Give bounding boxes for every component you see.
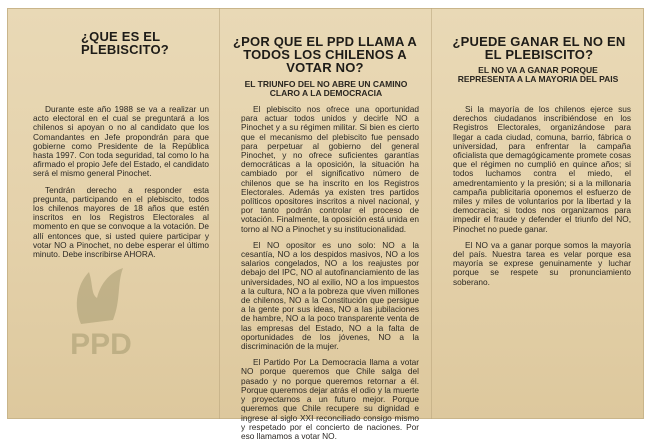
column-puede-ganar-el-no xyxy=(431,8,644,419)
col3-body xyxy=(453,105,631,294)
ppd-logo-watermark xyxy=(51,254,151,364)
col1-paragraph: Tendrán derecho a responder esta pregunta, participando en el plebiscito, todos los chilenos mayores de 18 años que estén inscritos en los Registros Electorales al momento en que se convoque a la votación. De allí entonces que, si usted quiere participar y votar NO a Pinochet, no debe esperar el último minuto. Debe inscribirse AHORA. xyxy=(33,184,209,260)
col1-body xyxy=(33,105,209,266)
col2-title: ¿POR QUE EL PPD LLAMA A TODOS LOS CHILENOS A VOTAR NO? xyxy=(233,34,417,75)
col2-paragraph: El NO opositor es uno solo: NO a la cesantía, NO a los despidos masivos, NO a los salarios congelados, NO a los reajustes por debajo del IPC, NO al autofinanciamiento de las universidades, NO al exilio, NO a los impuestos a la cultura, NO a la pobreza que viven millones de chilenos, NO a la Constitución que persigue a la gente por sus ideas, NO a las jubilaciones de hambre, NO a la poco transparente venta de las empresas del Estado, NO a la falta de oportunidades de los jóvenes, NO a la discriminación de la mujer. xyxy=(241,239,419,352)
col3-paragraph: Si la mayoría de los chilenos ejerce sus derechos ciudadanos inscribiéndose en los Registros Electorales, organizándose para llegar a cada ciudad, comuna, barrio, fábrica o universidad, para enfrentar la campaña oficialista que demagógicamente promete cosas que el régimen no cumplió en quince años; si todos luchamos contra el miedo, el amedrentamiento y la presión; si a la millonaria campaña publicitaria oponemos el esfuerzo de miles y miles de voluntarios por la libertad y la democracia; si todos nos organizamos para impedir el fraude y defender el triunfo del NO, Pinochet no puede ganar. xyxy=(453,104,631,234)
ppd-logo-text: PPD xyxy=(70,328,132,361)
col3-subtitle: EL NO VA A GANAR PORQUE REPRESENTA A LA MAYORIA DEL PAIS xyxy=(457,65,619,84)
col3-title: ¿PUEDE GANAR EL NO EN EL PLEBISCITO? xyxy=(452,34,626,62)
col2-subtitle: EL TRIUNFO DEL NO ABRE UN CAMINO CLARO A LA DEMOCRACIA xyxy=(244,79,408,98)
col2-paragraph: El Partido Por La Democracia llama a votar NO porque queremos que Chile salga del pasado y no porque queremos retornar a él. Porque queremos dejar atrás el odio y la muerte y proyectarnos a un futuro mejor. Porque queremos que Chile recupere su dignidad e ingrese al siglo XXI reconciliado consigo mismo y respetado por el concierto de naciones. Por eso llamamos a votar NO. xyxy=(241,357,419,441)
col1-paragraph: Durante este año 1988 se va a realizar un acto electoral en el cual se preguntará a los chilenos si apoyan o no al candidato que los Comandantes en Jefe propondrán para que gobierne como Presidente de la República hasta 1997. Con toda seguridad, tal como lo ha afirmado el propio Jefe del Estado, el candidato será el mismo general Pinochet. xyxy=(33,104,209,179)
column-que-es-el-plebiscito xyxy=(7,8,219,419)
column-por-que-el-ppd xyxy=(219,8,431,441)
col2-paragraph: El plebiscito nos ofrece una oportunidad para actuar todos unidos y decirle NO a Pinochet y a su régimen militar. Si bien es cierto que el mecanismo del plebiscito fue pensado para perpetuar al gobierno del general Pinochet, y no ofrece suficientes garantías democráticas a la oposición, la situación ha cambiado por el significativo número de chilenos que se ha inscrito en los Registros Electorales. Además ya existen tres partidos políticos opositores inscritos a nivel nacional, y por tanto podrán controlar el proceso de votación. Finalmente, la oposición está unida en torno al NO a Pinochet y su institucionalidad. xyxy=(241,104,419,234)
col2-body xyxy=(241,105,419,448)
col3-paragraph: El NO va a ganar porque somos la mayoría del país. Nuestra tarea es velar porque esa mayoría se exprese genuinamente y luchar porque se respete su pronunciamiento soberano. xyxy=(453,239,631,287)
col1-title: ¿QUE ES EL PLEBISCITO? xyxy=(81,29,169,57)
leaflet-sheet xyxy=(7,8,644,441)
